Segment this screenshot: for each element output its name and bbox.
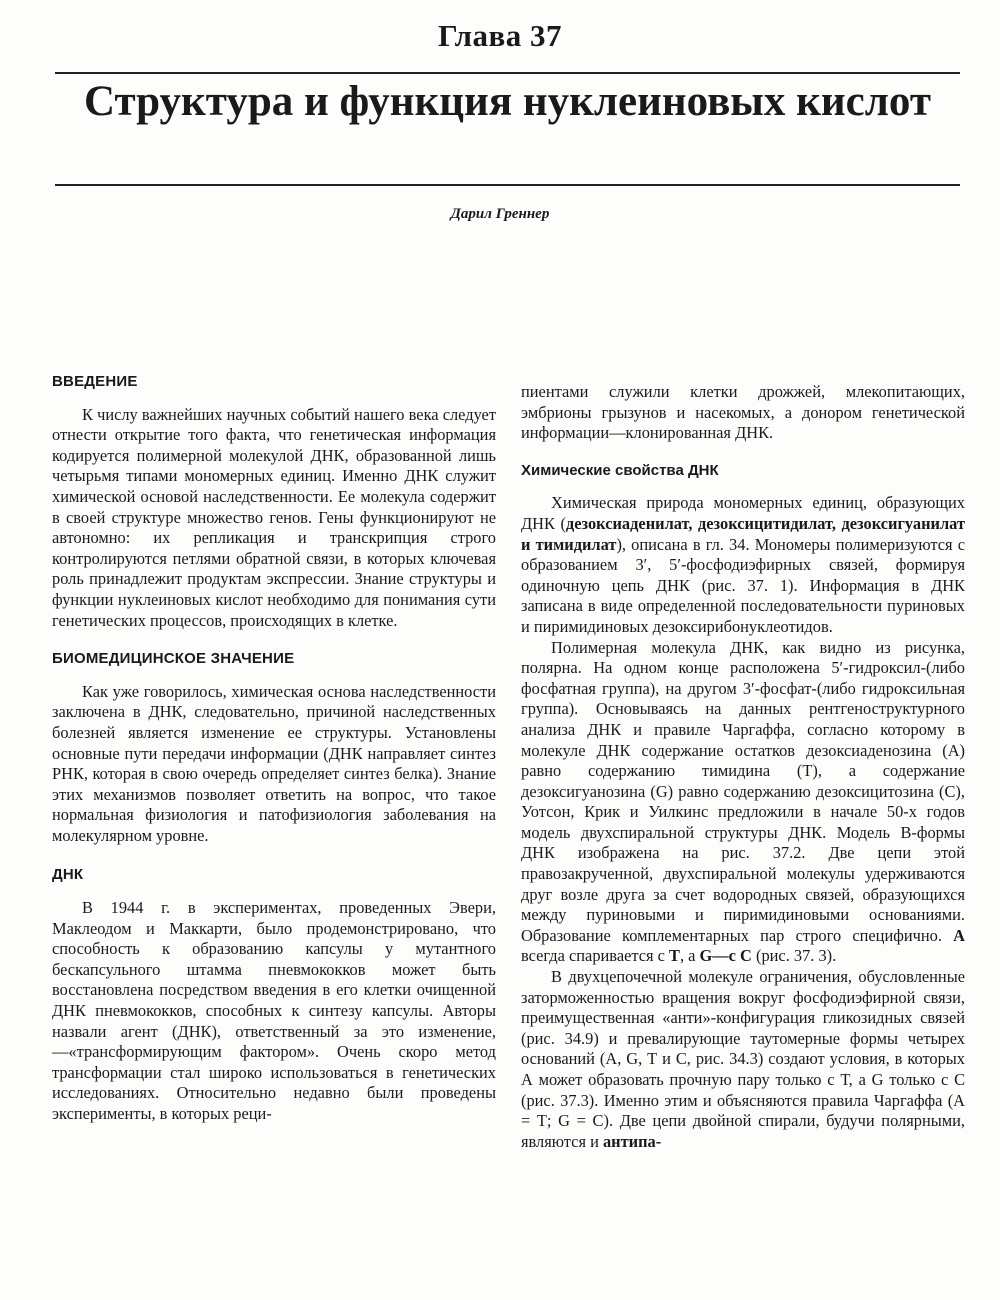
bold-term: антипа- xyxy=(602,1131,662,1151)
text-run: Полимерная молекула ДНК, как видно из рисунка, полярна. На одном конце расположена 5′-гидроксил-(либо фосфатная группа), на другом 3′-фосфат-(либо гидроксильная группа). Основываясь на данных рентгеноструктурного анализа ДНК и правиле Чаргаффа, согласно которому в молекуле ДНК содержание остатков дезоксиаденозина (А) равно содержанию тимидина (Т), а содержание дезоксигуанозина (G) равно содержанию дезоксицитозина (С), Уотсон, Крик и Уилкинс предложили в начале 50-х годов модель двухспиральной структуры ДНК. Модель В-формы ДНК изображена на рис. 37.2. Две цепи этой правозакрученной, двухспиральной молекулы удерживаются друг возле друга за счет водородных связей, образующихся между пуриновыми и пиримидиновыми основаниями. Образование комплементарных пар строго специфично. xyxy=(521,637,965,945)
section-heading-dna: ДНК xyxy=(52,866,84,884)
top-rule xyxy=(55,72,960,74)
text-run: , а xyxy=(679,946,700,966)
bold-term: дезоксиаденилат, дезоксицитидилат, дезоксигуанилат и тимидилат xyxy=(521,513,965,554)
right-column xyxy=(521,382,965,1152)
paragraph xyxy=(521,638,965,968)
text-run: В двухцепочечной молекуле ограничения, обусловленные заторможенностью вращения вокруг фосфодиэфирной связи, преимущественная «анти»-конфигурация гликозидных связей (рис. 34.9) и превалирующие таутомерные формы четырех оснований (A, G, Т и С, рис. 34.3) создают условия, в которых А может образовать прочную пару только с Т, а G только с С (рис. 37.3). Именно этим и объясняются правила Чаргаффа (А = Т; G = С). Две цепи двойной спирали, будучи полярными, являются и xyxy=(521,967,965,1151)
paragraph: В 1944 г. в экспериментах, проведенных Эвери, Маклеодом и Маккарти, было продемонстрировано, что способность к образованию капсулы у мутантного бескапсульного штамма пневмококков может быть восстановлена посредством введения в его клетки очищенной ДНК пневмококков, способных к синтезу капсулы. Авторы назвали агент (ДНК), ответственный за это изменение,—«трансформирующим фактором». Очень скоро метод трансформации стал широко использоваться в генетических исследованиях. Относительно недавно были проведены эксперименты, в которых реци- xyxy=(52,898,496,1123)
left-column xyxy=(52,372,496,1125)
bold-term: А xyxy=(953,925,965,945)
author: Дарил Греннер xyxy=(450,206,550,222)
chapter-number: Глава 37 xyxy=(437,18,563,53)
text-run: Химическая природа мономерных единиц, образующих ДНК ( xyxy=(521,493,965,533)
text-run: всегда спаривается с xyxy=(521,946,670,966)
chapter-title: Структура и функция нуклеиновых кислот xyxy=(84,78,931,125)
text-run: (рис. 37. 3). xyxy=(751,946,837,966)
text-run: ), описана в гл. 34. Мономеры полимеризуются с образованием 3′, 5′-фосфодиэфирных связей, формируя одиночную цепь ДНК (рис. 37. 1). Информация в ДНК записана в виде определенной последовательности пуриновых и пиримидиновых дезоксирибонуклеотидов. xyxy=(521,534,965,636)
paragraph: К числу важнейших научных событий нашего века следует отнести открытие того факта, что генетическая информация кодируется полимерной молекулой ДНК, образованной лишь четырьмя типами мономерных единиц. Именно ДНК служит химической основой наследственности. Ее молекула содержит в своей структуре множество генов. Гены функционируют не автономно: их репликация и транскрипция строго контролируются петлями обратной связи, в которых ключевая роль принадлежит продуктам экспрессии. Знание структуры и функции нуклеиновых кислот необходимо для понимания сути генетических процессов, происходящих в клетке. xyxy=(52,404,496,630)
paragraph xyxy=(521,493,965,637)
section-heading-introduction: ВВЕДЕНИЕ xyxy=(52,373,138,390)
subsection-heading-chemical-properties: Химические свойства ДНК xyxy=(521,461,719,479)
bottom-rule xyxy=(55,184,960,186)
bold-term: G—с С xyxy=(699,946,752,966)
paragraph xyxy=(521,967,965,1152)
section-heading-biomedical: БИОМЕДИЦИНСКОЕ ЗНАЧЕНИЕ xyxy=(52,650,295,668)
bold-term: Т xyxy=(669,946,680,966)
paragraph: пиентами служили клетки дрожжей, млекопитающих, эмбрионы грызунов и насекомых, а донором генетической информации—клонированная ДНК. xyxy=(521,382,965,443)
paragraph: Как уже говорилось, химическая основа наследственности заключена в ДНК, следовательно, причиной наследственных болезней является изменение ее структуры. Установлены основные пути передачи информации (ДНК направляет синтез РНК, которая в свою очередь определяет синтез белка). Знание этих механизмов позволяет ответить на вопрос, что такое нормальная физиология и патофизиология заболевания на молекулярном уровне. xyxy=(52,681,496,845)
